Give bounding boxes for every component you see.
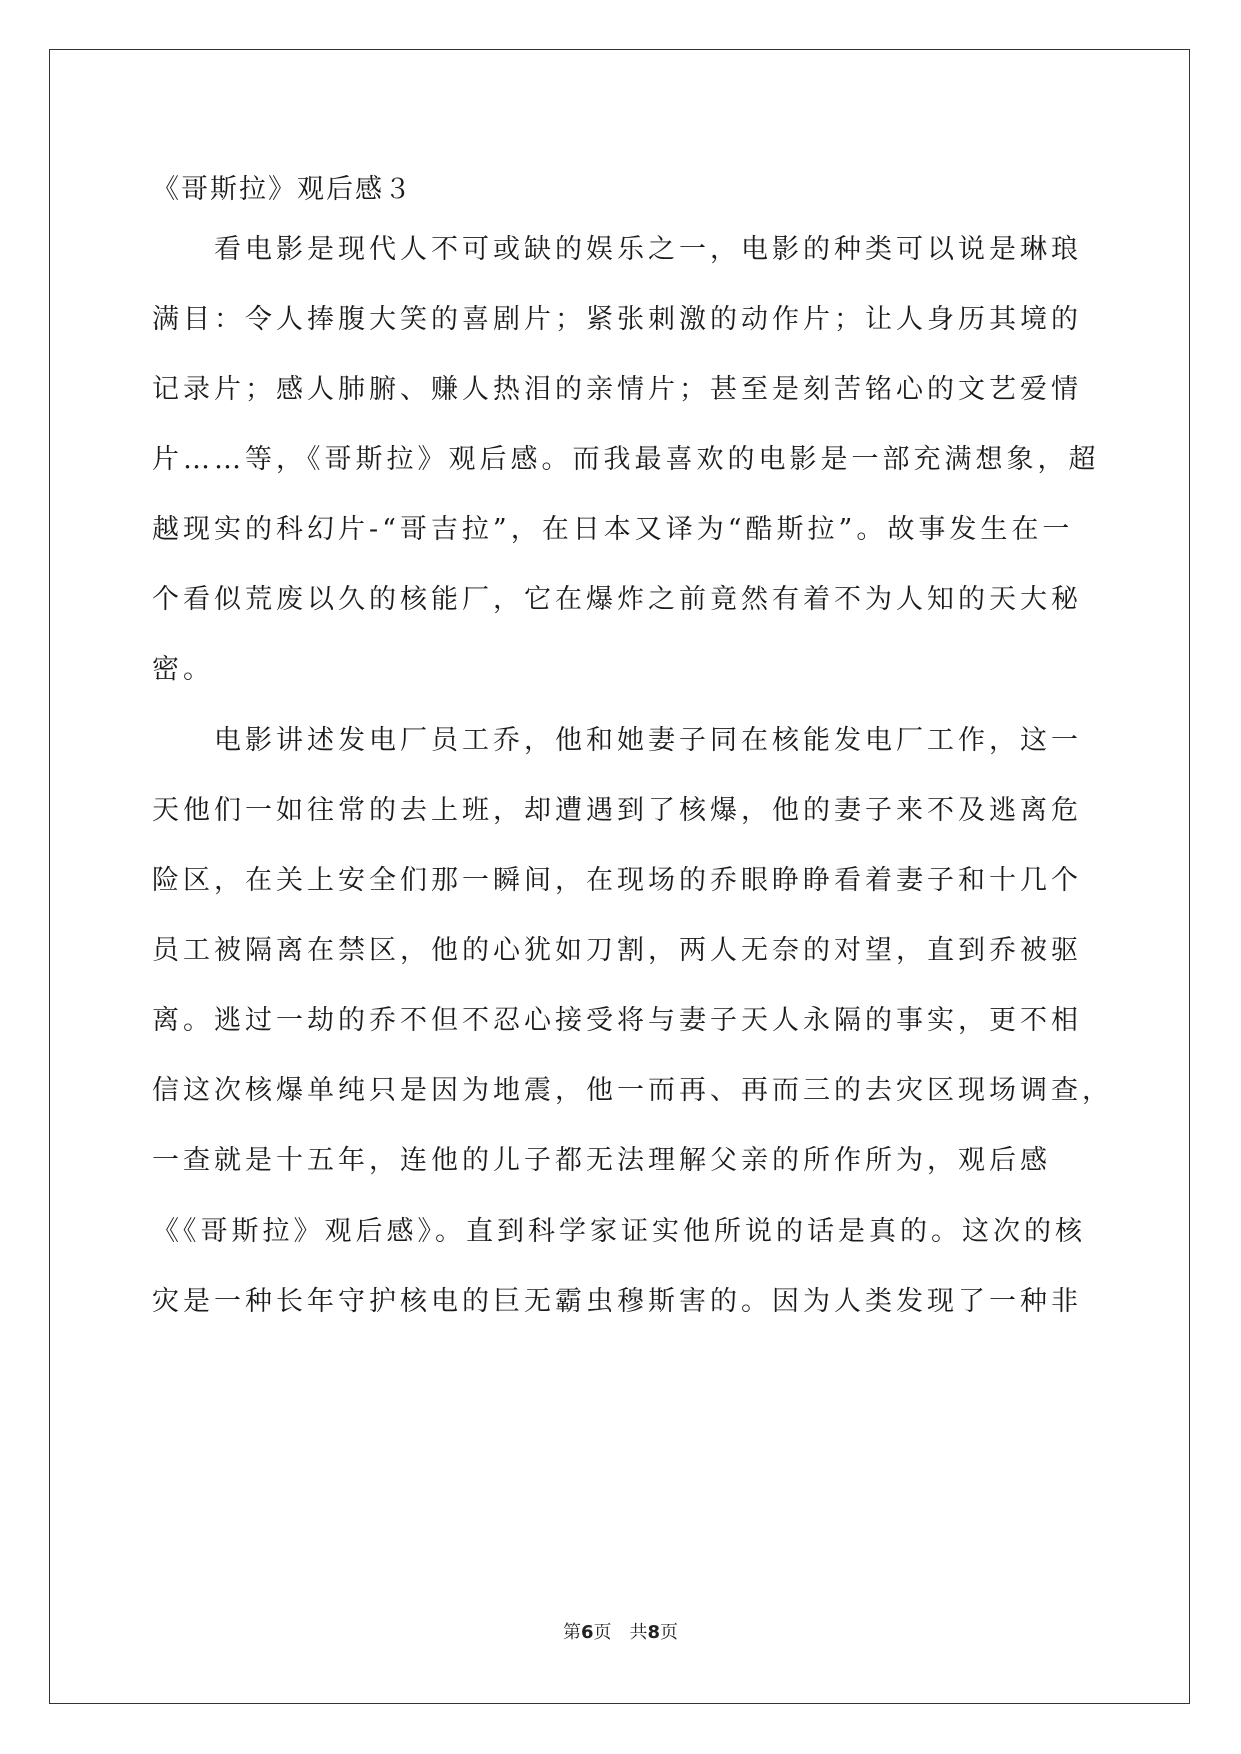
body-line: 灾是一种长年守护核电的巨无霸虫穆斯害的。因为人类发现了一种非 [152, 1286, 1082, 1317]
body-line: 电影讲述发电厂员工乔，他和她妻子同在核能发电厂工作，这一 [152, 725, 1082, 756]
body-line: 满目：令人捧腹大笑的喜剧片；紧张刺激的动作片；让人身历其境的 [152, 304, 1082, 335]
footer-suffix: 页 [660, 1622, 679, 1643]
body-line: 个看似荒废以久的核能厂，它在爆炸之前竟然有着不为人知的天大秘 [152, 584, 1082, 615]
body-line: 一查就是十五年，连他的儿子都无法理解父亲的所作所为，观后感 [152, 1145, 1051, 1176]
body-line: 看电影是现代人不可或缺的娱乐之一，电影的种类可以说是琳琅 [152, 234, 1082, 265]
current-page-number: 6 [580, 1622, 594, 1643]
body-line: 越现实的科幻片-“哥吉拉”，在日本又译为“酷斯拉”。故事发生在一 [152, 514, 1074, 545]
body-line: 记录片；感人肺腑、赚人热泪的亲情片；甚至是刻苦铭心的文艺爱情 [152, 374, 1082, 405]
body-line: 片……等，《哥斯拉》观后感。而我最喜欢的电影是一部充满想象，超 [152, 444, 1100, 475]
body-line: 《《哥斯拉》观后感》。直到科学家证实他所说的话是真的。这次的核 [152, 1216, 1086, 1247]
footer-prefix: 第 [562, 1622, 581, 1643]
page-footer [0, 1621, 1241, 1645]
body-line: 险区，在关上安全们那一瞬间，在现场的乔眼睁睁看着妻子和十几个 [152, 865, 1082, 896]
body-line: 员工被隔离在禁区，他的心犹如刀割，两人无奈的对望，直到乔被驱 [152, 935, 1082, 966]
body-line: 密。 [152, 654, 214, 685]
document-title: 《哥斯拉》观后感３ [152, 174, 413, 205]
total-pages-number: 8 [647, 1622, 661, 1643]
body-line: 信这次核爆单纯只是因为地震，他一而再、再而三的去灾区现场调查， [152, 1075, 1113, 1106]
body-line: 天他们一如往常的去上班，却遭遇到了核爆，他的妻子来不及逃离危 [152, 795, 1082, 826]
footer-mid: 页 共 [593, 1622, 648, 1643]
body-line: 离。逃过一劫的乔不但不忍心接受将与妻子天人永隔的事实，更不相 [152, 1005, 1082, 1036]
